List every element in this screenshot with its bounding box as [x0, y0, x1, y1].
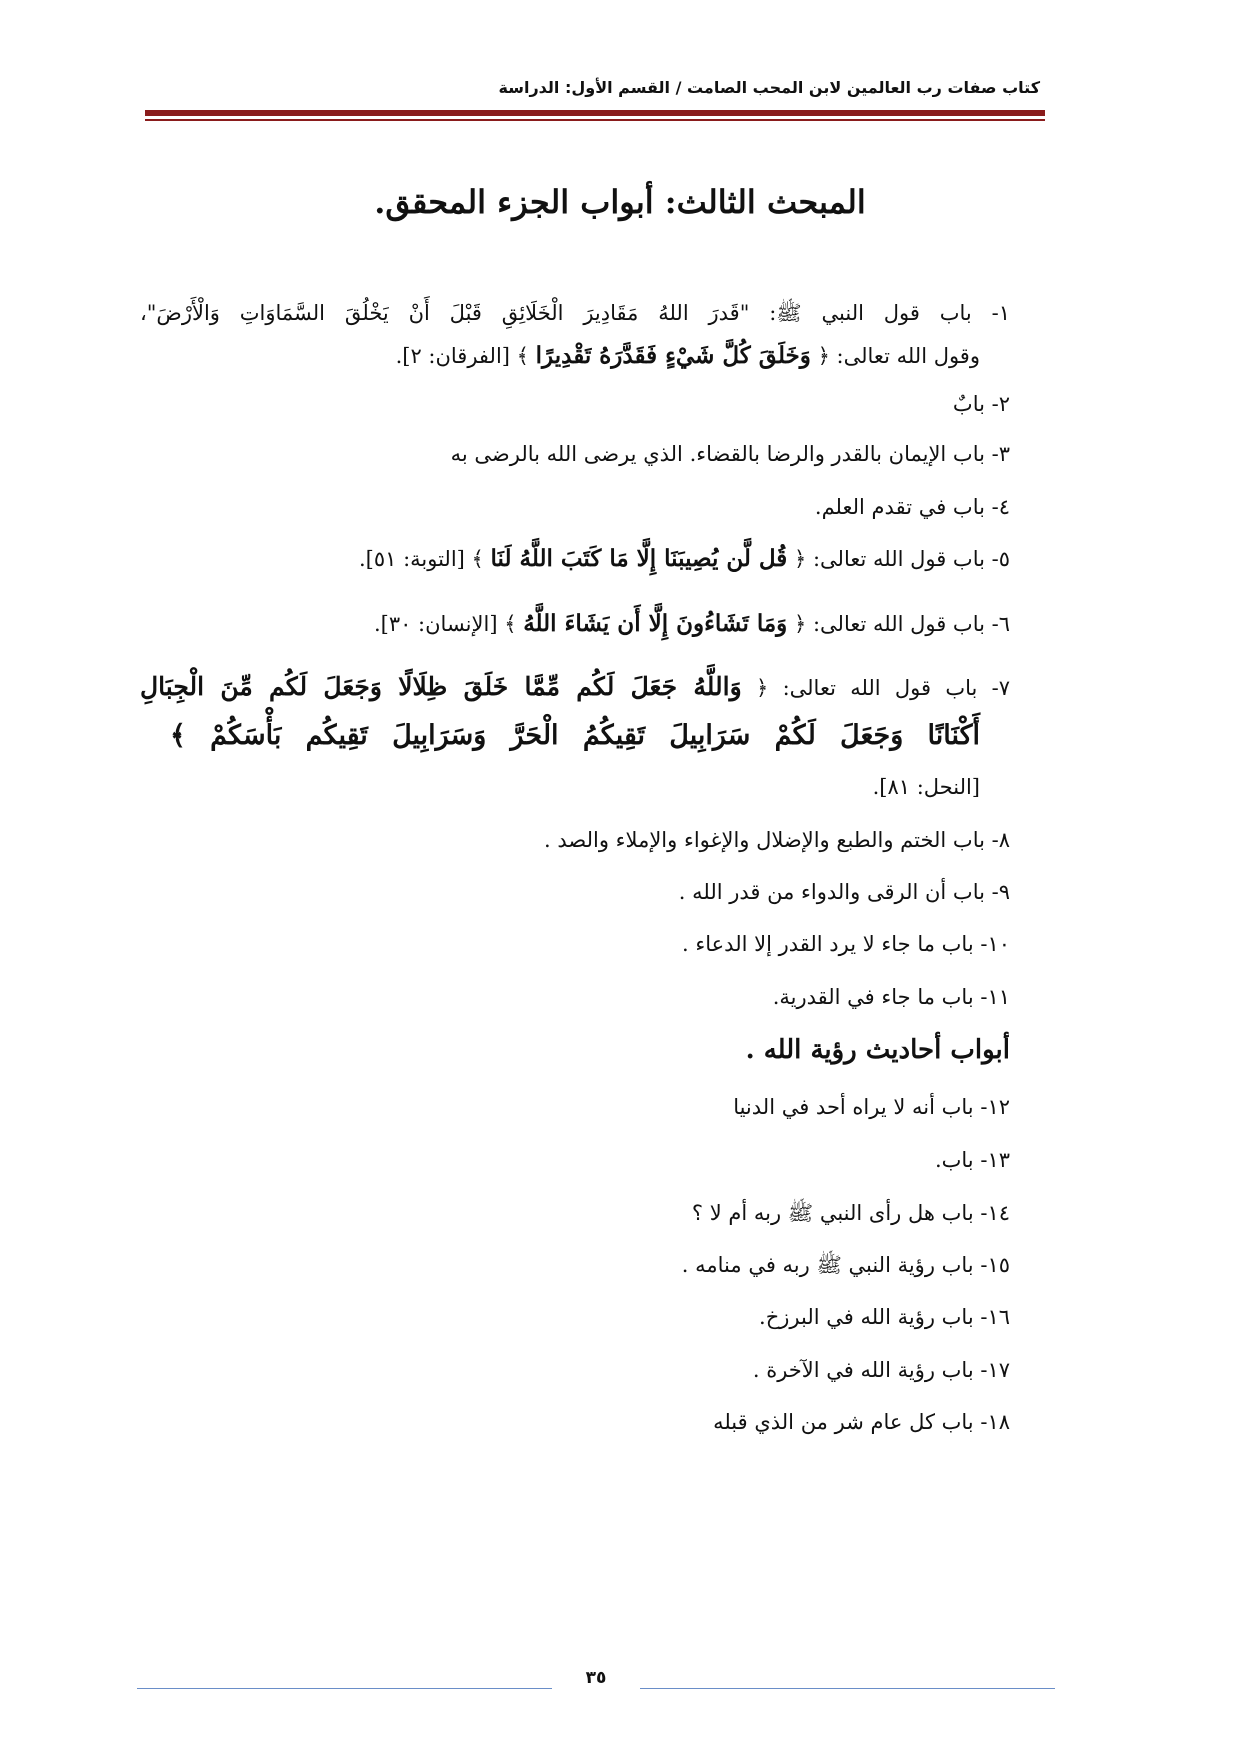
entry-1-prefix: وقول الله تعالى: ﴿ [817, 344, 980, 368]
entry-9: ٩- باب أن الرقى والدواء من قدر الله . [678, 880, 1010, 904]
entry-13: ١٣- باب. [934, 1148, 1010, 1172]
entry-7-line-1 [140, 672, 1010, 701]
quran-verse: وَخَلَقَ كُلَّ شَيْءٍ فَقَدَّرَهُ تَقْدِيرًا [535, 342, 811, 369]
section-title: المبحث الثالث: أبواب الجزء المحقق. [374, 183, 866, 221]
entry-1-line-1: ١- باب قول النبي ﷺ: "قَدرَ اللهُ مَقَادِيرَ الْخَلَائِقِ قَبْلَ أَنْ يَخْلُقَ السَّمَاوَاتِ وَالْأَرْضَ"، [140, 301, 1010, 325]
verse-reference: ﴾ [الإنسان: ٣٠]. [373, 612, 517, 636]
entry-5 [359, 545, 1010, 572]
entry-11: ١١- باب ما جاء في القدرية. [772, 985, 1010, 1009]
entry-5-prefix: ٥- باب قول الله تعالى: ﴿ [793, 547, 1010, 571]
header-rule-thin [145, 119, 1045, 121]
verse-reference: ﴾ [التوبة: ٥١]. [358, 547, 484, 571]
subheading: أبواب أحاديث رؤية الله . [745, 1035, 1010, 1065]
running-header: كتاب صفات رب العالمين لابن المحب الصامت / القسم الأول: الدراسة [498, 78, 1040, 97]
entry-16: ١٦- باب رؤية الله في البرزخ. [759, 1305, 1010, 1329]
entry-3: ٣- باب الإيمان بالقدر والرضا بالقضاء. الذي يرضى الله بالرضى به [450, 442, 1010, 466]
quran-verse: قُل لَّن يُصِيبَنَا إِلَّا مَا كَتَبَ اللَّهُ لَنَا [490, 545, 788, 572]
entry-10: ١٠- باب ما جاء لا يرد القدر إلا الدعاء . [682, 932, 1010, 956]
header-rule [145, 110, 1045, 116]
entry-17: ١٧- باب رؤية الله في الآخرة . [752, 1358, 1010, 1382]
entry-4: ٤- باب في تقدم العلم. [814, 495, 1010, 519]
quran-verse: وَاللَّهُ جَعَلَ لَكُم مِّمَّا خَلَقَ ظِلَالًا وَجَعَلَ لَكُم مِّنَ الْجِبَالِ [140, 672, 742, 701]
footer-rule-left [137, 1688, 552, 1689]
entry-8: ٨- باب الختم والطبع والإضلال والإغواء والإملاء والصد . [544, 828, 1010, 852]
entry-6 [374, 610, 1010, 637]
entry-15: ١٥- باب رؤية النبي ﷺ ربه في منامه . [681, 1253, 1010, 1277]
entry-18: ١٨- باب كل عام شر من الذي قبله [713, 1410, 1010, 1434]
quran-verse: وَمَا تَشَاءُونَ إِلَّا أَن يَشَاءَ اللَّهُ [523, 610, 788, 637]
footer-rule-right [640, 1688, 1055, 1689]
entry-1-line-2 [396, 342, 980, 369]
entry-7-prefix: ٧- باب قول الله تعالى: ﴿ [755, 676, 1010, 700]
entry-12: ١٢- باب أنه لا يراه أحد في الدنيا [733, 1095, 1010, 1119]
verse-reference: ﴾ [الفرقان: ٢]. [395, 344, 529, 368]
entry-2: ٢- بابٌ [952, 392, 1010, 416]
page-number: ٣٥ [585, 1668, 607, 1688]
entry-7-reference: [النحل: ٨١]. [872, 775, 980, 799]
entry-14: ١٤- باب هل رأى النبي ﷺ ربه أم لا ؟ [691, 1201, 1010, 1225]
entry-7-line-2: أَكْنَانًا وَجَعَلَ لَكُمْ سَرَابِيلَ تَقِيكُمُ الْحَرَّ وَسَرَابِيلَ تَقِيكُم بَأْسَكُمْ ﴾ [170, 720, 980, 751]
entry-6-prefix: ٦- باب قول الله تعالى: ﴿ [793, 612, 1010, 636]
